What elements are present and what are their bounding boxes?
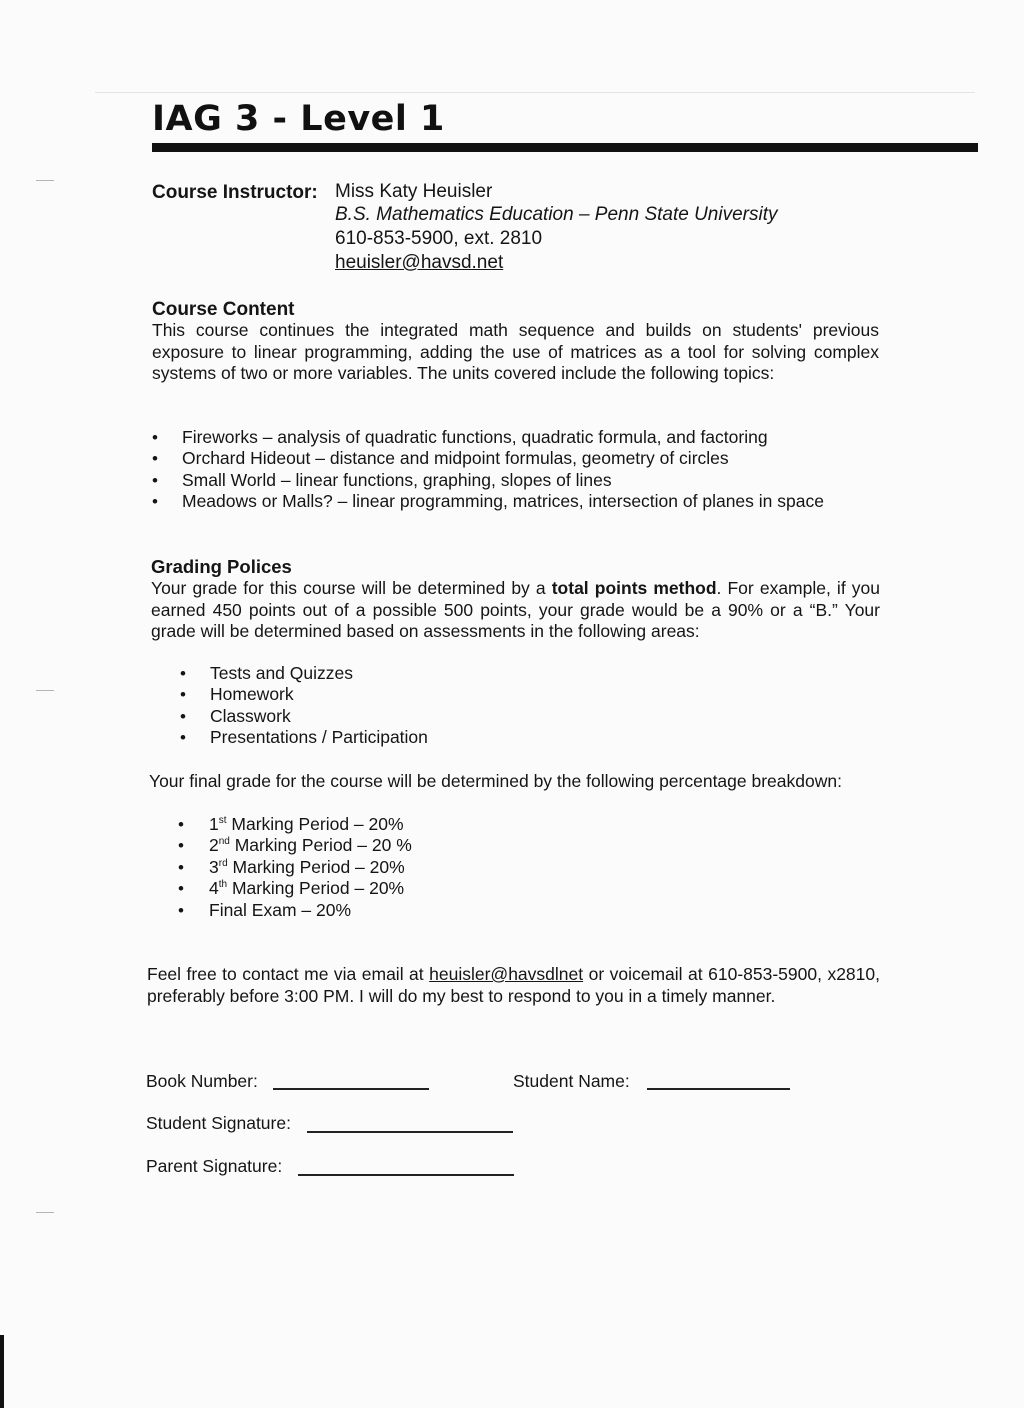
course-content-heading: Course Content (152, 299, 295, 320)
ordinal-suffix: th (218, 879, 228, 891)
bullet-icon: • (178, 815, 184, 834)
topic-text: Orchard Hideout – distance and midpoint formulas, geometry of circles (182, 448, 729, 469)
topic-text: Small World – linear functions, graphing, slopes of lines (182, 469, 612, 490)
bullet-icon: • (152, 470, 158, 490)
period-text: Marking Period – 20% (226, 814, 404, 834)
scan-mark (36, 1212, 54, 1213)
breakdown-intro: Your final grade for the course will be determined by the following percentage breakdown: (149, 771, 842, 791)
contact-paragraph (147, 964, 880, 1007)
grading-text-end: . For example, if you earned 450 points out of a possible 500 points, your grade would be a 90% or a “B.” Your grade will be determined based on assessments in the following areas: (151, 578, 880, 642)
contact-email-link[interactable]: heuisler@havsdlnet (429, 964, 584, 984)
bullet-icon: • (180, 664, 186, 683)
list-item (152, 448, 824, 469)
student-name-field[interactable] (647, 1088, 790, 1090)
bullet-icon: • (180, 728, 186, 748)
list-item (178, 900, 412, 921)
topic-text: Fireworks – analysis of quadratic functions, quadratic formula, and factoring (182, 427, 768, 447)
period-text: Marking Period – 20 % (229, 835, 412, 856)
contact-text-start: Feel free to contact me via email at (147, 964, 424, 984)
instructor-name: Miss Katy Heuisler (335, 181, 493, 202)
period-text: Final Exam – 20% (209, 899, 352, 920)
list-item (178, 878, 412, 899)
bullet-icon: • (180, 706, 186, 726)
list-item (180, 706, 428, 727)
period-number: 4 (209, 878, 219, 899)
area-text: Homework (210, 684, 294, 705)
period-text: Marking Period – 20% (227, 878, 405, 899)
book-number-label: Book Number: (146, 1071, 258, 1091)
student-signature-field[interactable] (307, 1131, 513, 1133)
list-item (180, 684, 428, 705)
period-number: 3 (209, 856, 219, 877)
contact-text-end: or voicemail at 610-853-5900, x2810, preferably before 3:00 PM. I will do my best to respond to you in a timely manner. (147, 964, 880, 1006)
breakdown-list (178, 814, 412, 921)
scan-top-line (95, 92, 975, 93)
page-title: IAG 3 - Level 1 (152, 99, 445, 139)
instructor-degree: B.S. Mathematics Education – Penn State University (335, 204, 778, 225)
ordinal-suffix: st (218, 815, 227, 826)
area-text: Presentations / Participation (210, 727, 428, 748)
bullet-icon: • (178, 900, 184, 920)
topic-text: Meadows or Malls? – linear programming, matrices, intersection of planes in space (182, 491, 824, 512)
list-item (178, 857, 412, 878)
course-content-paragraph: This course continues the integrated math sequence and builds on students' previous exposure to linear programming, adding the use of matrices as a tool for solving complex systems of two or more variables. The units covered include the following topics: (152, 320, 879, 384)
list-item (178, 835, 412, 856)
grading-text-start: Your grade for this course will be determined by a (151, 578, 546, 598)
period-number: 2 (209, 835, 219, 856)
instructor-phone: 610-853-5900, ext. 2810 (335, 228, 543, 249)
list-item (152, 427, 824, 448)
bullet-icon: • (180, 685, 186, 705)
list-item (180, 727, 428, 748)
instructor-label: Course Instructor: (152, 182, 318, 203)
parent-signature-label: Parent Signature: (146, 1156, 283, 1176)
bullet-icon: • (178, 879, 184, 899)
period-text: Marking Period – 20% (227, 856, 405, 877)
bullet-icon: • (152, 449, 158, 469)
instructor-email-link[interactable]: heuisler@havsd.net (335, 252, 504, 273)
scan-mark (36, 180, 54, 181)
grading-text-bold: total points method (551, 578, 717, 598)
bullet-icon: • (152, 428, 158, 447)
parent-signature-field[interactable] (298, 1174, 514, 1176)
ordinal-suffix: rd (218, 857, 228, 869)
book-number-field[interactable] (273, 1088, 429, 1090)
list-item (152, 491, 824, 512)
student-name-label: Student Name: (513, 1071, 630, 1091)
bullet-icon: • (178, 857, 184, 877)
period-number: 1 (209, 814, 219, 834)
grading-areas-list (180, 663, 428, 749)
scan-edge-mark (0, 1335, 4, 1408)
student-signature-label: Student Signature: (146, 1113, 291, 1133)
area-text: Classwork (210, 705, 291, 726)
bullet-icon: • (178, 836, 184, 856)
ordinal-suffix: nd (218, 836, 230, 848)
scan-mark (36, 690, 54, 691)
area-text: Tests and Quizzes (210, 663, 353, 683)
grading-paragraph (151, 578, 880, 643)
grading-heading: Grading Polices (151, 556, 292, 577)
title-rule (152, 143, 978, 152)
list-item (152, 470, 824, 491)
bullet-icon: • (152, 492, 158, 512)
list-item (180, 663, 428, 684)
list-item (178, 814, 412, 835)
topics-list (152, 427, 824, 513)
